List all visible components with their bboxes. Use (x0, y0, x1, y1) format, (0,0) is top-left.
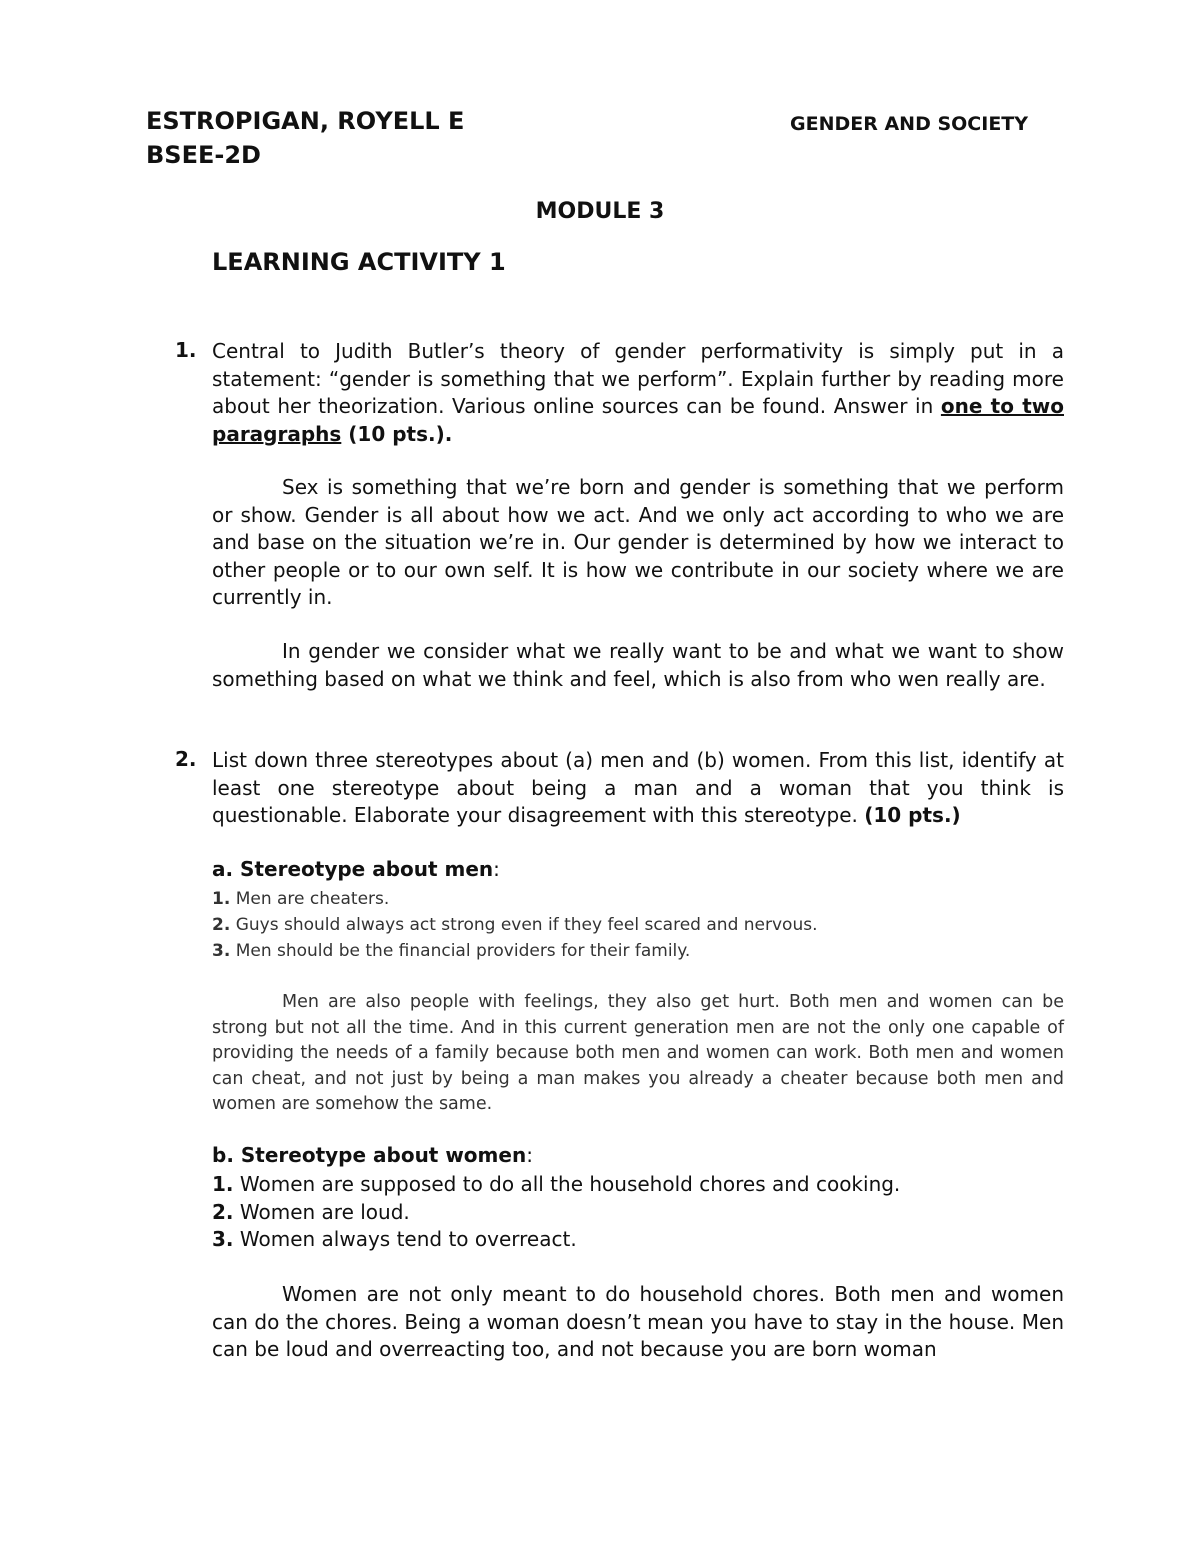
men-disagreement-paragraph: Men are also people with feelings, they also get hurt. Both men and women can be strong but not all the time. And in this current generation men are not the only one capable of providing the needs of a family because both men and women can work. Both men and women can cheat, and not just by being a man makes you already a cheater because both men and women are somehow the same. (212, 992, 1064, 1114)
list-item-text: Women always tend to overreact. (233, 1227, 577, 1251)
men-heading-label: a. Stereotype about men (212, 857, 494, 881)
list-item-number: 3. (212, 1227, 234, 1251)
list-item-text: Women are loud. (233, 1199, 410, 1224)
student-name: ESTROPIGAN, ROYELL E (146, 107, 465, 135)
women-heading-label: b. Stereotype about women (212, 1143, 527, 1167)
list-item-text: Women are supposed to do all the household chores and cooking. (233, 1172, 901, 1196)
women-heading (212, 1143, 533, 1167)
student-course: BSEE-2D (146, 141, 261, 169)
question-2-body: List down three stereotypes about (a) men and (b) women. From this list, identify at least one stereotype about being a man and a woman that you think is questionable. Elaborate your disagreement with this stereotype. (212, 748, 1064, 827)
answer-1-paragraph-1: Sex is something that we’re born and gender is something that we perform or show. Gender is all about how we act. And we only act according to who we are and base on the situation we’re in. Our gender is determined by how we interact to other people or to our own self. It is how we contribute in our society where we are currently in. (212, 475, 1064, 609)
question-1-number: 1. (175, 338, 197, 362)
list-item (212, 912, 817, 938)
list-item (212, 886, 817, 912)
answer-1-paragraph-2: In gender we consider what we really want to be and what we want to show something based on what we think and feel, which is also from who wen really are. (212, 639, 1064, 691)
men-heading (212, 857, 500, 881)
question-1-end: . (444, 421, 453, 446)
men-stereotype-list (212, 886, 817, 964)
list-item-number: 2. (212, 915, 231, 935)
list-item (212, 938, 817, 964)
women-disagreement-paragraph: Women are not only meant to do household chores. Both men and women can do the chores. Being a woman doesn’t mean you have to stay in the house. Men can be loud and overreacting too, and not because you are born woman (212, 1282, 1064, 1361)
list-item-text: Men should be the financial providers for their family. (230, 941, 691, 961)
women-heading-colon: : (526, 1143, 533, 1167)
question-1-points: (10 pts.) (341, 421, 445, 446)
list-item (212, 1199, 900, 1227)
list-item-text: Men are cheaters. (230, 889, 390, 909)
question-2-text (212, 747, 1064, 830)
list-item-text: Guys should always act strong even if they feel scared and nervous. (230, 915, 818, 935)
question-2-points: (10 pts.) (864, 803, 961, 827)
subject-title: GENDER AND SOCIETY (790, 113, 1029, 135)
list-item-number: 1. (212, 889, 231, 909)
men-heading-colon: : (493, 857, 500, 881)
module-title: MODULE 3 (535, 199, 665, 224)
question-1-underline: one to two paragraphs (212, 394, 1064, 446)
list-item-number: 1. (212, 1172, 234, 1196)
question-1-text (212, 338, 1064, 448)
list-item (212, 1226, 900, 1254)
women-stereotype-list (212, 1171, 900, 1254)
list-item (212, 1171, 900, 1199)
list-item-number: 2. (212, 1199, 234, 1224)
list-item-number: 3. (212, 941, 231, 961)
question-2-number: 2. (175, 747, 197, 771)
activity-title: LEARNING ACTIVITY 1 (212, 248, 506, 276)
question-1-body: Central to Judith Butler’s theory of gender performativity is simply put in a statement: “gender is something that we perform”. Explain further by reading more about her theorization. Various online sources can be found. Answer in (212, 339, 1064, 418)
